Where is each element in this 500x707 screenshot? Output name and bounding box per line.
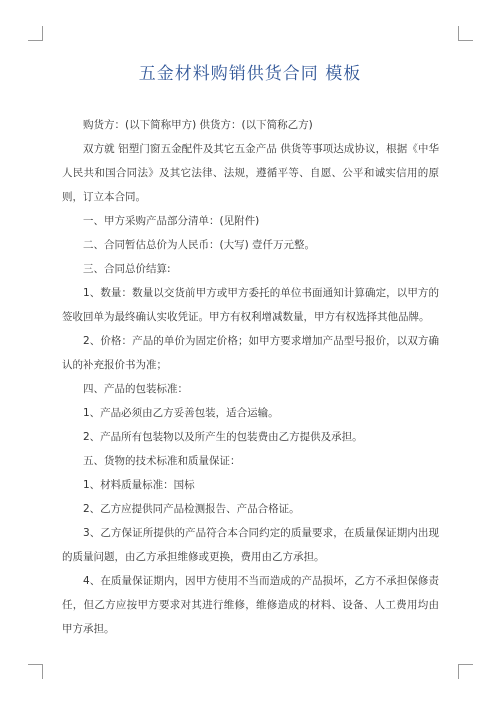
document-body xyxy=(62,113,439,641)
document-title: 五金材料购销供货合同 模板 xyxy=(138,64,362,84)
crop-mark-bottom-right xyxy=(458,664,473,679)
clause-2-total-price: 二、合同暂估总价为人民币：(大写) 壹仟万元整。 xyxy=(83,239,316,251)
clause-4-item-2: 2、产品所有包装物以及所产生的包装费由乙方提供及承担。 xyxy=(83,431,363,443)
clause-3-item-2: 2、价格：产品的单价为固定价格；如甲方要求增加产品型号报价，以双方确认的补充报价书为准； xyxy=(62,335,439,371)
clause-5-heading: 五、货物的技术标准和质量保证： xyxy=(83,455,241,467)
clause-5-item-1: 1、材料质量标准：国标 xyxy=(83,479,195,491)
clause-5-item-3: 3、乙方保证所提供的产品符合本合同约定的质量要求，在质量保证期内出现的质量问题，由乙方承担维修或更换，费用由乙方承担。 xyxy=(62,527,439,563)
paragraph-parties: 购货方：(以下简称甲方) 供货方：(以下简称乙方) xyxy=(83,119,313,131)
paragraph-preamble: 双方就 铝塑门窗五金配件及其它五金产品 供货等事项达成协议，根据《中华人民共和国合同法》及其它法律、法规，遵循平等、自愿、公平和诚实信用的原则，订立本合同。 xyxy=(62,143,439,203)
crop-mark-top-left xyxy=(28,26,43,41)
clause-5-item-4: 4、在质量保证期内，因甲方使用不当而造成的产品损坏，乙方不承担保修责任，但乙方应按甲方要求对其进行维修，维修造成的材料、设备、人工费用均由甲方承担。 xyxy=(62,575,439,635)
clause-3-item-1: 1、数量：数量以交货前甲方或甲方委托的单位书面通知计算确定，以甲方的签收回单为最终确认实收凭证。甲方有权利增减数量，甲方有权选择其他品牌。 xyxy=(62,287,439,323)
crop-mark-top-right xyxy=(458,26,473,41)
clause-4-item-1: 1、产品必须由乙方妥善包装，适合运输。 xyxy=(83,407,279,419)
clause-3-heading: 三、合同总价结算: xyxy=(83,263,171,275)
clause-5-item-2: 2、乙方应提供同产品检测报告、产品合格证。 xyxy=(83,503,300,515)
clause-4-heading: 四、产品的包装标准： xyxy=(83,383,188,395)
clause-1-product-list: 一、甲方采购产品部分清单：(见附件) xyxy=(83,215,260,227)
crop-mark-bottom-left xyxy=(28,664,43,679)
